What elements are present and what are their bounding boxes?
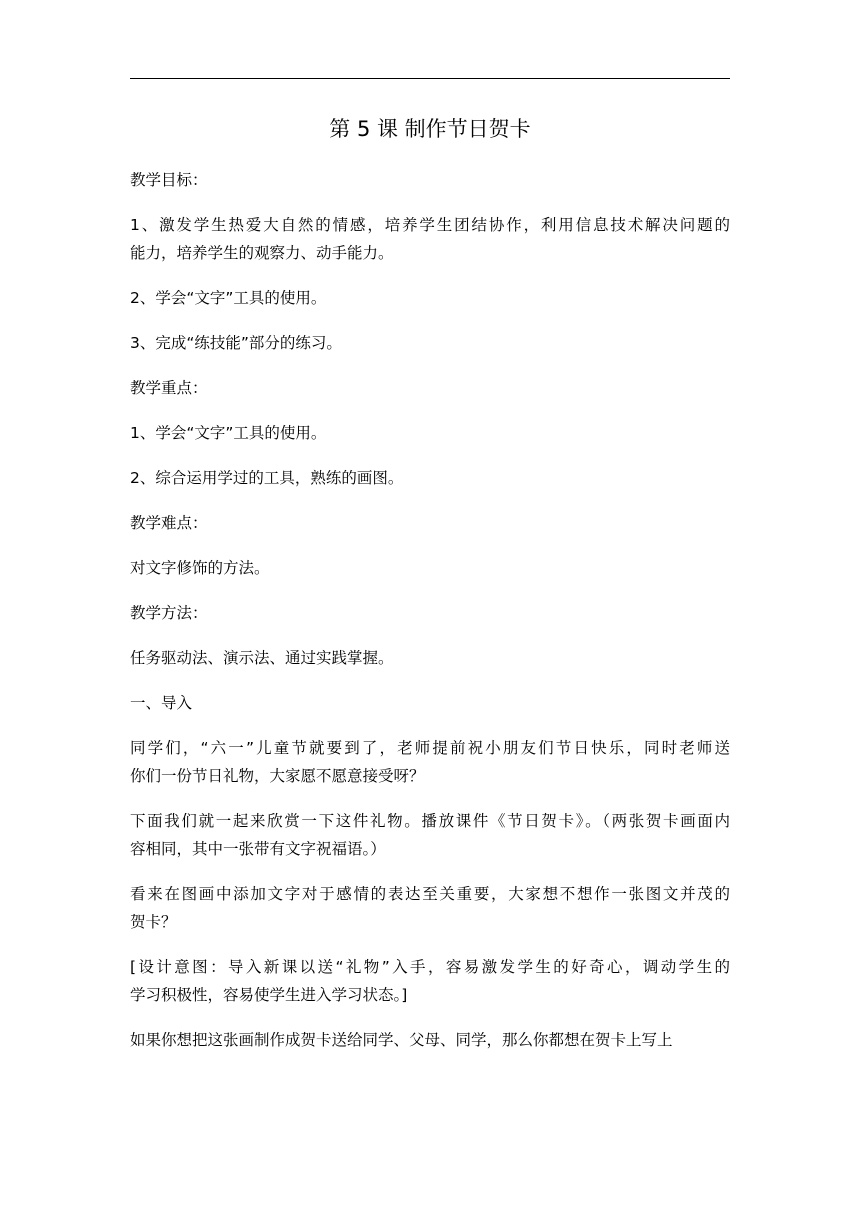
paragraph: [130, 464, 730, 492]
paragraph: [130, 374, 730, 402]
paragraph-line: 1、学会“文字”工具的使用。: [130, 424, 327, 442]
paragraph: [130, 953, 730, 1009]
paragraph-line: 学习积极性，容易使学生进入学习状态。]: [130, 986, 408, 1004]
paragraph-line: 一、导入: [130, 694, 193, 712]
paragraph-line: 1、激发学生热爱大自然的情感，培养学生团结协作，利用信息技术解决问题的: [130, 216, 730, 234]
paragraph: [130, 599, 730, 627]
paragraph-line: 容相同，其中一张带有文字祝福语。）: [130, 840, 386, 858]
paragraph-line: 下面我们就一起来欣赏一下这件礼物。播放课件《节日贺卡》。（两张贺卡画面内: [130, 812, 730, 830]
paragraph-line: [设计意图：导入新课以送“礼物”入手，容易激发学生的好奇心，调动学生的: [130, 958, 730, 976]
paragraph: [130, 509, 730, 537]
paragraph: [130, 734, 730, 790]
paragraph: [130, 880, 730, 936]
paragraph-line: 看来在图画中添加文字对于感情的表达至关重要，大家想不想作一张图文并茂的: [130, 885, 730, 903]
paragraph-line: 教学重点：: [130, 379, 208, 397]
paragraph: [130, 644, 730, 672]
paragraph-line: 教学方法：: [130, 604, 208, 622]
paragraph: [130, 329, 730, 357]
paragraph: [130, 807, 730, 863]
paragraph-line: 3、完成“练技能”部分的练习。: [130, 334, 342, 352]
paragraph-line: 教学目标：: [130, 171, 208, 189]
paragraph-line: 你们一份节日礼物，大家愿不愿意接受呀？: [130, 767, 425, 785]
paragraph-line: 教学难点：: [130, 514, 208, 532]
paragraph: [130, 211, 730, 267]
paragraph-line: 对文字修饰的方法。: [130, 559, 270, 577]
paragraph-line: 2、学会“文字”工具的使用。: [130, 289, 327, 307]
paragraph-line: 如果你想把这张画制作成贺卡送给同学、父母、同学，那么你都想在贺卡上写上: [130, 1031, 673, 1049]
header-rule: [130, 78, 730, 79]
paragraph-line: 2、综合运用学过的工具，熟练的画图。: [130, 469, 404, 487]
paragraph: [130, 284, 730, 312]
paragraph: [130, 1026, 730, 1054]
document-body: [130, 166, 730, 1071]
paragraph-line: 贺卡？: [130, 913, 177, 931]
paragraph-line: 同学们，“六一”儿童节就要到了，老师提前祝小朋友们节日快乐，同时老师送: [130, 739, 730, 757]
paragraph: [130, 554, 730, 582]
paragraph-line: 任务驱动法、演示法、通过实践掌握。: [130, 649, 394, 667]
page-title: 第 5 课 制作节日贺卡: [329, 117, 531, 141]
paragraph: [130, 689, 730, 717]
paragraph-line: 能力，培养学生的观察力、动手能力。: [130, 244, 394, 262]
paragraph: [130, 419, 730, 447]
paragraph: [130, 166, 730, 194]
